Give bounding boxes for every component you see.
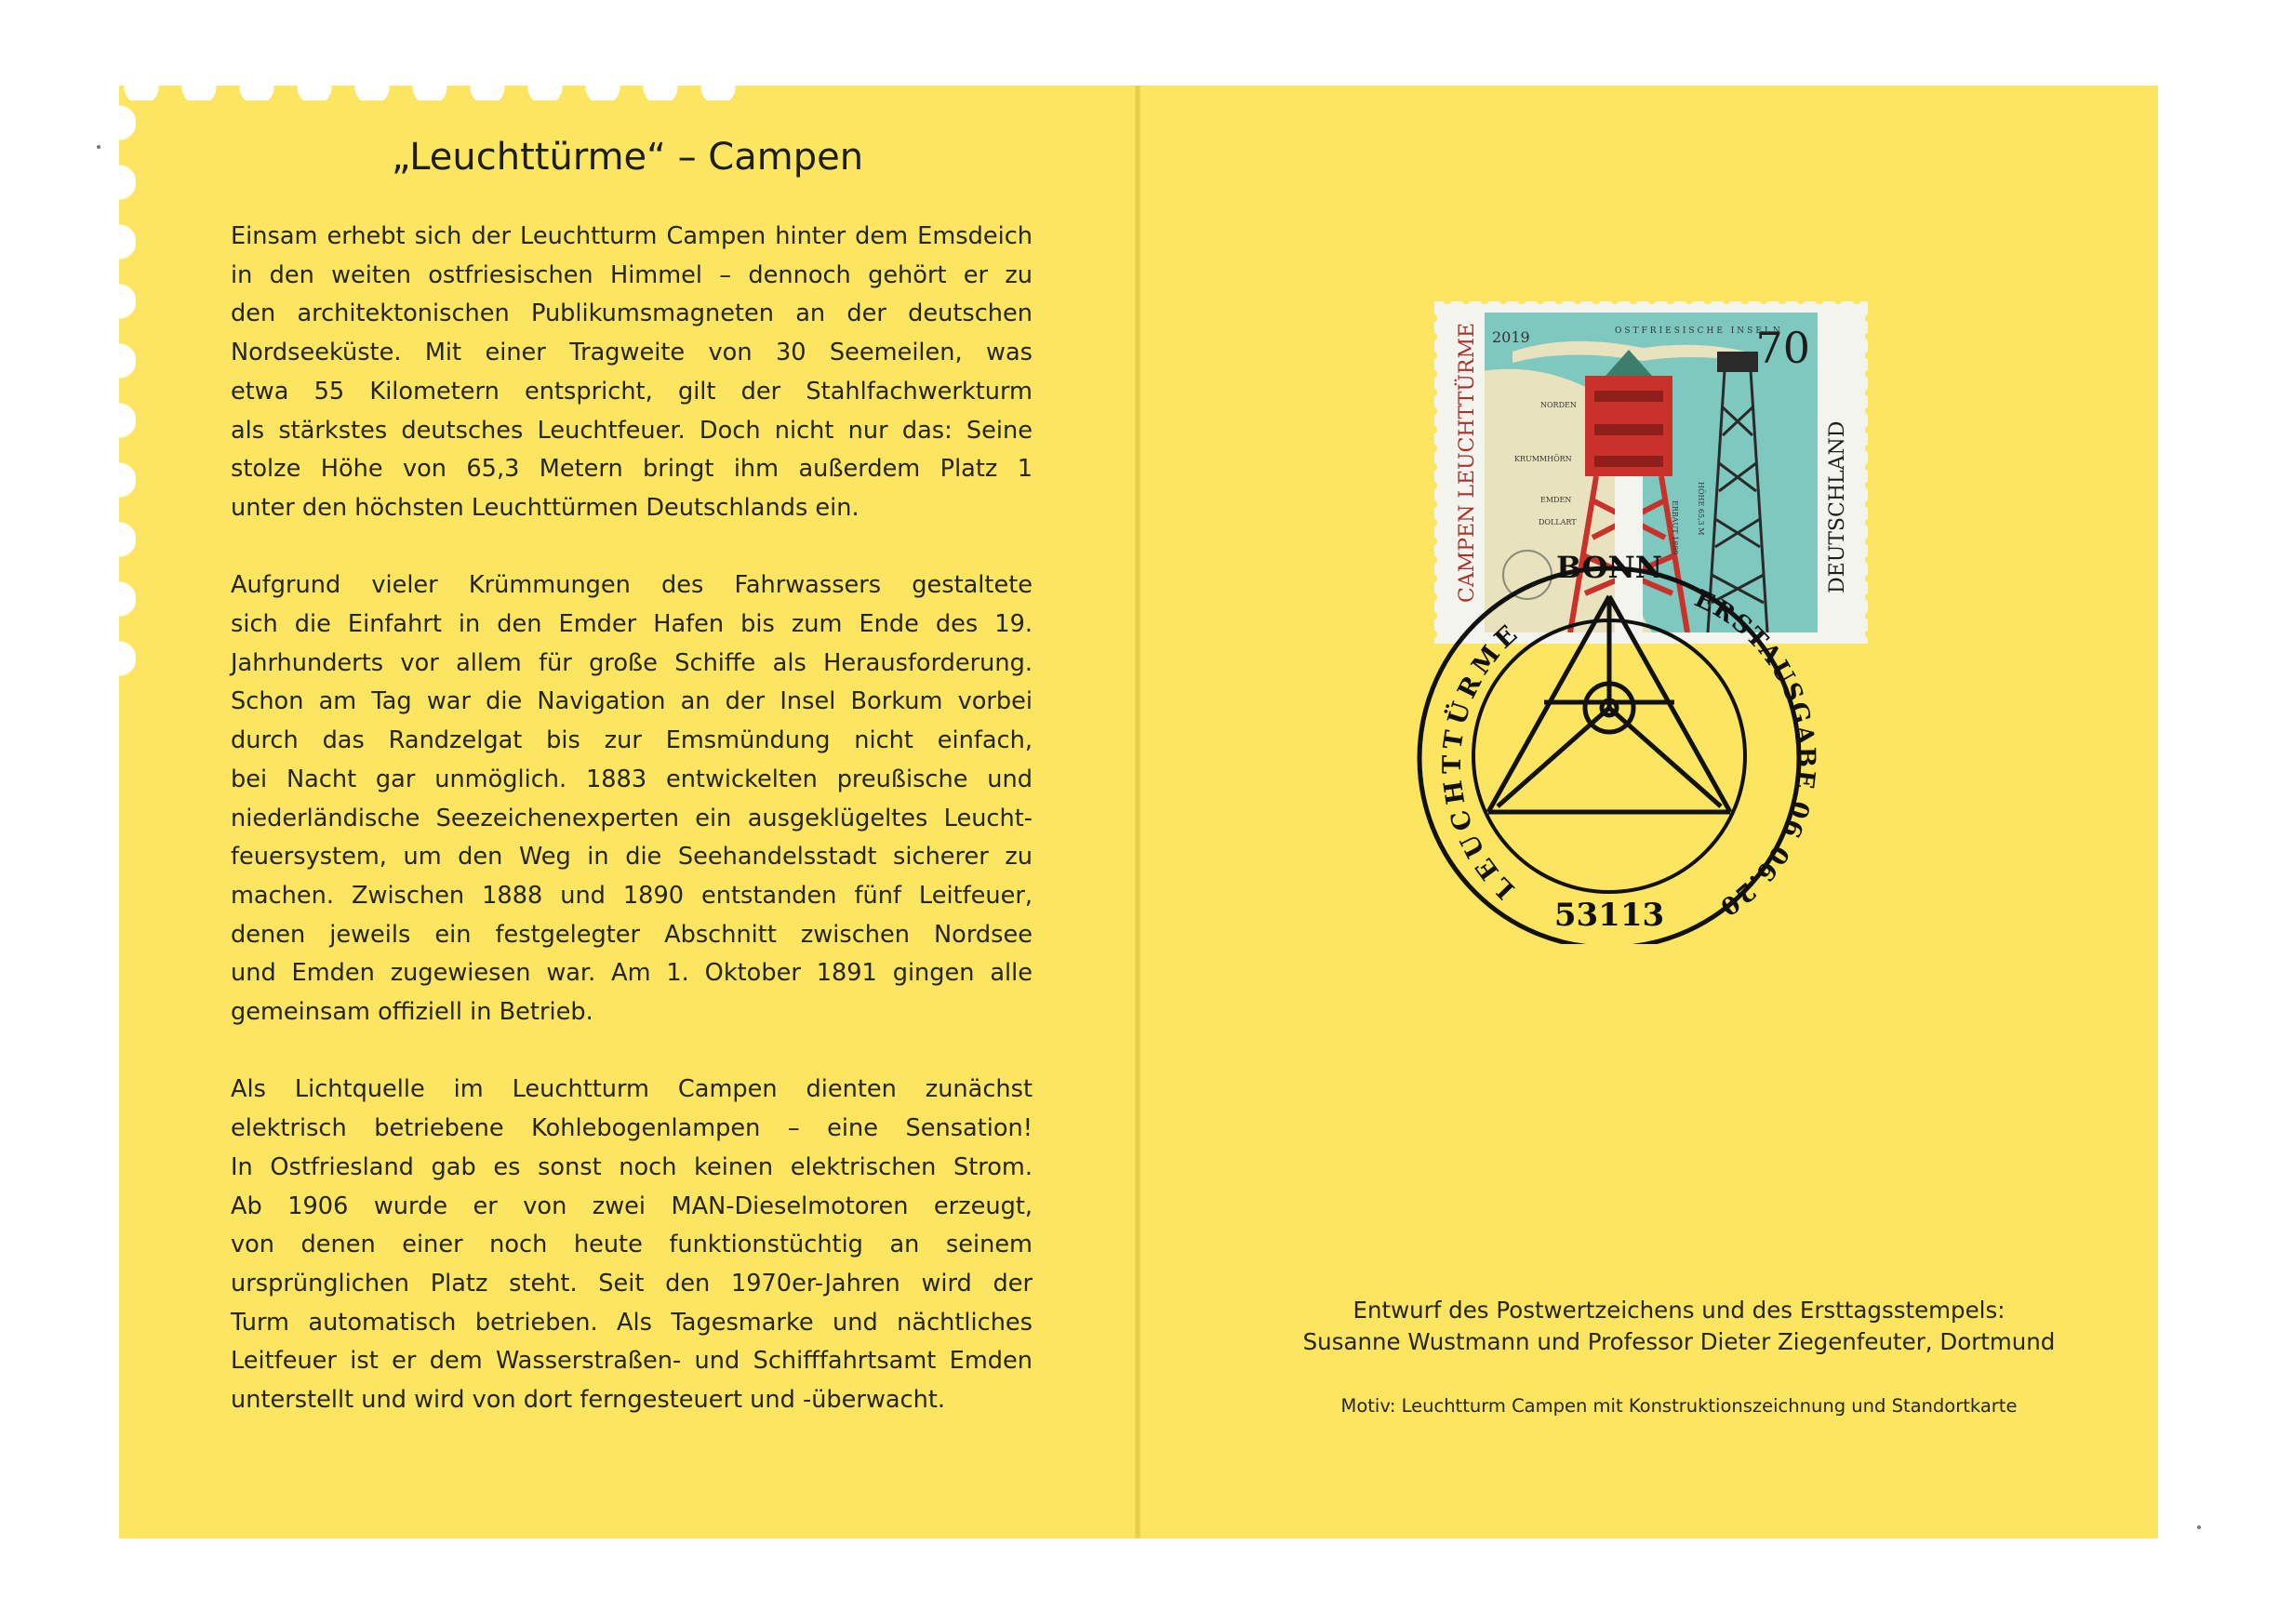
article-line: unter den höchsten Leuchttürmen Deutschlands ein. [231, 493, 860, 522]
article-line: den architektonischen Publikumsmagneten an der deutschen [231, 300, 1033, 328]
article-line: bei Nacht gar unmöglich. 1883 entwickelten preußische und [231, 765, 1033, 793]
article-line: durch das Randzelgat bis zur Emsmündung nicht einfach, [231, 726, 1033, 755]
postmark-city: BONN [1555, 550, 1663, 585]
article-line: Turm automatisch betrieben. Als Tagesmarke und nächtliches [231, 1308, 1033, 1337]
article-line: und Emden zugewiesen war. Am 1. Oktober 1891 gingen alle [231, 959, 1033, 988]
stamp-place-emden: EMDEN [1540, 496, 1572, 504]
first-day-postmark [1405, 516, 1851, 944]
paper-speck [97, 145, 100, 149]
perforation-left [106, 93, 136, 698]
article-line: Leitfeuer ist er dem Wasserstraßen- und Schifffahrtsamt Emden [231, 1347, 1033, 1376]
article-line: ursprünglichen Platz steht. Seit den 1970er-Jahren wird der [231, 1269, 1033, 1298]
article-line: machen. Zwischen 1888 und 1890 entstanden fünf Leitfeuer, [231, 881, 1033, 910]
article-line: gemeinsam offiziell in Betrieb. [231, 998, 593, 1027]
stamp-place-norden: NORDEN [1540, 401, 1577, 409]
article-line: elektrisch betriebene Kohlebogenlampen – eine Sensation! [231, 1114, 1033, 1143]
article-line: Nordseeküste. Mit einer Tragweite von 30 Seemeilen, was [231, 339, 1033, 367]
article-line: sich die Einfahrt in den Emder Hafen bis zum Ende des 19. [231, 610, 1033, 639]
article-body [231, 218, 1033, 1420]
article-line: von denen einer noch heute funktionstüchtig an seinem [231, 1231, 1033, 1259]
article-line: Jahrhunderts vor allem für große Schiffe als Herausforderung. [231, 648, 1033, 677]
stamp-year: 2019 [1492, 328, 1530, 346]
article-line: stolze Höhe von 65,3 Metern bringt ihm außerdem Platz 1 [231, 455, 1033, 484]
stamp-series: CAMPEN LEUCHTTÜRME [1456, 322, 1479, 603]
card-fold [1135, 86, 1140, 1538]
design-credit [1167, 1295, 2191, 1358]
stamp-place-dollart: DOLLART [1539, 518, 1577, 526]
credit-line-1: Entwurf des Postwertzeichens und des Ersttagsstempels: [1353, 1297, 2006, 1324]
stamp-map-label: OSTFRIESISCHE INSELN [1615, 326, 1783, 336]
credit-line-2: Susanne Wustmann und Professor Dieter Ziegenfeuter, Dortmund [1302, 1328, 2056, 1355]
article-line: Aufgrund vieler Krümmungen des Fahrwassers gestaltete [231, 571, 1033, 600]
article-line: Einsam erhebt sich der Leuchtturm Campen hinter dem Emsdeich [231, 222, 1033, 250]
stamp-country: DEUTSCHLAND [1826, 420, 1849, 593]
postmark-postcode: 53113 [1553, 897, 1665, 934]
perforation-top [119, 73, 752, 100]
stamp-built-label: ERBAUT 1889 [1671, 500, 1679, 555]
article-line: Als Lichtquelle im Leuchtturm Campen dienten zunächst [231, 1075, 1033, 1104]
postmark-left-arc: LEUCHTTÜRME [1437, 616, 1527, 905]
article-line: denen jeweils ein festgelegter Abschnitt zwischen Nordsee [231, 920, 1033, 949]
postmark-right-arc: ERSTAUSGABE 06.06.20 [1690, 584, 1820, 922]
page-title: „Leuchttürme“ – Campen [391, 136, 864, 179]
article-line: in den weiten ostfriesischen Himmel – dennoch gehört er zu [231, 260, 1033, 289]
stamp-height-label: HÖHE 65,3 M [1697, 482, 1705, 536]
article-line: als stärkstes deutsches Leuchtfeuer. Doch nicht nur das: Seine [231, 416, 1033, 445]
paper-speck [2197, 1525, 2201, 1529]
paragraph-gap [231, 528, 1033, 567]
stamp-value: 70 [1755, 323, 1810, 373]
article-line: Schon am Tag war die Navigation an der Insel Borkum vorbei [231, 687, 1033, 716]
article-line: In Ostfriesland gab es sonst noch keinen elektrischen Strom. [231, 1152, 1033, 1181]
article-line: feuersystem, um den Weg in die Seehandelsstadt sicherer zu [231, 843, 1033, 872]
lattice-tower-lantern [1717, 352, 1758, 372]
motif-caption: Motiv: Leuchtturm Campen mit Konstruktionszeichnung und Standortkarte [1340, 1395, 2018, 1417]
tower-construction-icon [1488, 596, 1730, 812]
paragraph-gap [231, 1032, 1033, 1072]
article-line: Ab 1906 wurde er von zwei MAN-Dieselmotoren erzeugt, [231, 1191, 1033, 1220]
stamp-place-krummhorn: KRUMMHÖRN [1514, 455, 1572, 463]
article-line: niederländische Seezeichenexperten ein ausgeklügeltes Leucht- [231, 804, 1033, 832]
article-line: unterstellt und wird von dort ferngesteuert und -überwacht. [231, 1386, 946, 1415]
article-line: etwa 55 Kilometern entspricht, gilt der Stahlfachwerkturm [231, 377, 1033, 406]
